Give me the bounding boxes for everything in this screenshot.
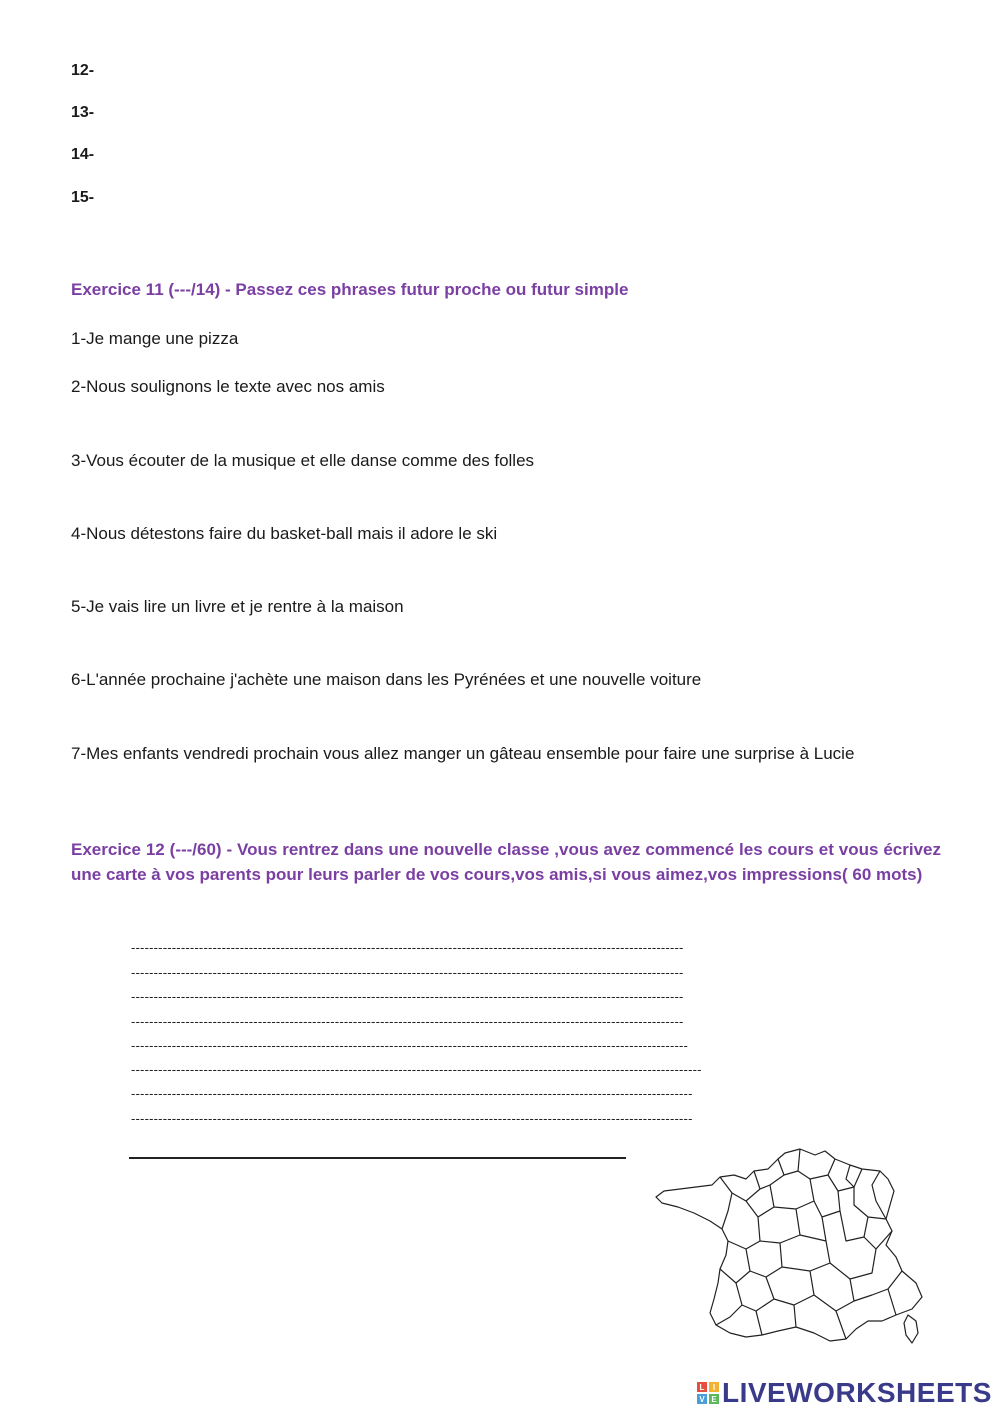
liveworksheets-brand[interactable] (697, 1378, 992, 1408)
answer-number-13: 13- (71, 104, 95, 121)
ex11-sentence-1: 1-Je mange une pizza (71, 329, 239, 348)
ex11-sentence-3: 3-Vous écouter de la musique et elle danse comme des folles (71, 451, 535, 470)
ex11-sentence-2: 2-Nous soulignons le texte avec nos amis (71, 377, 385, 396)
writing-line-3[interactable]: -------------------------------------------------------------------------------------------------------------------------- (131, 989, 684, 1004)
exercise-11-title: Exercice 11 (---/14) - Passez ces phrases futur proche ou futur simple (71, 280, 629, 299)
ex11-sentence-6: 6-L'année prochaine j'achète une maison dans les Pyrénées et une nouvelle voiture (71, 670, 702, 689)
answer-number-12: 12- (71, 62, 95, 79)
logo-cell-3: V (697, 1394, 707, 1404)
writing-line-7[interactable]: ---------------------------------------------------------------------------------------------------------------------------- (131, 1086, 693, 1101)
writing-line-4[interactable]: -------------------------------------------------------------------------------------------------------------------------- (131, 1014, 684, 1029)
ex11-sentence-7: 7-Mes enfants vendredi prochain vous allez manger un gâteau ensemble pour faire une surprise à Lucie (71, 744, 855, 763)
logo-cell-1: L (697, 1382, 707, 1392)
ex11-sentence-4: 4-Nous détestons faire du basket-ball mais il adore le ski (71, 524, 498, 543)
answer-solid-line (129, 1157, 626, 1159)
writing-line-8[interactable]: ---------------------------------------------------------------------------------------------------------------------------- (131, 1111, 693, 1126)
exercise-12-title: Exercice 12 (---/60) - Vous rentrez dans une nouvelle classe ,vous avez commencé les cours et vous écrivez une carte à vos parents pour leurs parler de vos cours,vos amis,si vous aimez,vos impressions( 60 mots) (71, 840, 941, 884)
writing-line-5[interactable]: --------------------------------------------------------------------------------------------------------------------------- (131, 1038, 689, 1053)
logo-cell-4: E (709, 1394, 719, 1404)
logo-cell-2: I (709, 1382, 719, 1392)
france-map-icon (650, 1145, 925, 1345)
brand-name: LIVEWORKSHEETS (722, 1377, 992, 1408)
answer-number-14: 14- (71, 146, 95, 163)
writing-line-2[interactable]: -------------------------------------------------------------------------------------------------------------------------- (131, 965, 684, 980)
writing-line-6[interactable]: ------------------------------------------------------------------------------------------------------------------------------ (131, 1062, 702, 1077)
answer-number-15: 15- (71, 189, 95, 206)
writing-line-1[interactable]: -------------------------------------------------------------------------------------------------------------------------- (131, 940, 684, 955)
ex11-sentence-5: 5-Je vais lire un livre et je rentre à la maison (71, 597, 404, 616)
liveworksheets-logo-icon (697, 1382, 719, 1404)
